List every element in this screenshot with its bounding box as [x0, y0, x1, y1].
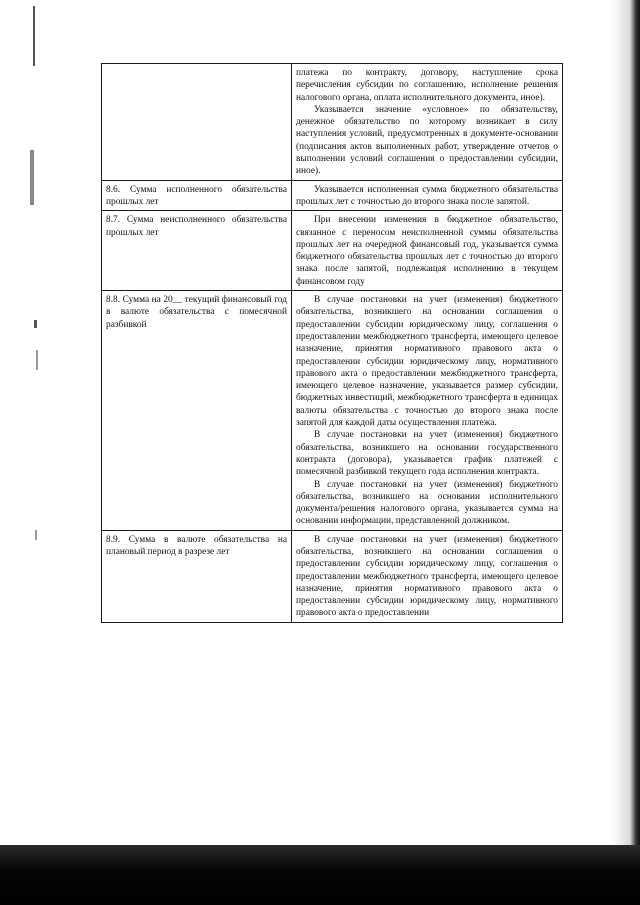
paragraph: Указывается значение «условное» по обязательству, денежное обязательство по которому возникает в силу наступления условий, предусмотренных в документе-основании (подписания актов выполненных работ, утверждение отчетов о выполнении условий соглашения о предоставлении субсидии, иное).	[296, 104, 558, 177]
row-label	[102, 64, 292, 181]
paragraph: В случае постановки на учет (изменения) бюджетного обязательства, возникшего на основании соглашения о предоставлении субсидии юридическому лицу, соглашения о предоставлении межбюджетного трансферта, имеющего целевое назначение, принятия нормативного правового акта о предоставлении субсидии юридическому лицу, нормативного правового акта о предоставлении	[296, 534, 558, 619]
scan-speck	[34, 320, 37, 328]
scan-bottom-edge	[0, 845, 640, 905]
row-description	[292, 291, 563, 531]
paragraph: Указывается исполненная сумма бюджетного обязательства прошлых лет с точностью до второго знака после запятой.	[296, 184, 558, 207]
table-row	[102, 291, 563, 531]
scan-speck	[33, 6, 35, 66]
row-label: 8.6. Сумма исполненного обязательства прошлых лет	[102, 180, 292, 211]
scan-speck	[30, 150, 34, 205]
scan-speck	[36, 350, 38, 370]
row-description	[292, 530, 563, 622]
table-row	[102, 530, 563, 622]
document-table	[101, 63, 563, 623]
paragraph: платежа по контракту, договору, наступление срока перечисления субсидии по соглашению, исполнение решения налогового органа, оплата исполнительного документа, иное).	[296, 68, 558, 103]
paragraph: В случае постановки на учет (изменения) бюджетного обязательства, возникшего на основании соглашения о предоставлении субсидии юридическому лицу, соглашения о предоставлении межбюджетного трансферта, имеющего целевое назначение, принятия нормативного правового акта о предоставлении субсидии юридическому лицу, нормативного правового акта о предоставлении межбюджетного трансферта, имеющего целевое назначение, указывается размер субсидии, бюджетных инвестиций, межбюджетного трансферта в единицах валюты обязательства с точностью до второго знака после запятой для каждой даты осуществления платежа.	[296, 295, 558, 429]
scan-right-edge	[610, 0, 640, 845]
row-label: 8.9. Сумма в валюте обязательства на плановый период в разрезе лет	[102, 530, 292, 622]
paragraph: В случае постановки на учет (изменения) бюджетного обязательства, возникшего на основании исполнительного документа/решения налогового органа, указывается сумма на основании информации, представленной должником.	[296, 479, 558, 527]
row-description	[292, 211, 563, 291]
scan-left-edge	[0, 0, 40, 905]
row-description	[292, 64, 563, 181]
paragraph: В случае постановки на учет (изменения) бюджетного обязательства, возникшего на основании государственного контракта (договора), указывается график платежей с помесячной разбивкой текущего года исполнения контракта.	[296, 430, 558, 478]
row-label: 8.8. Сумма на 20__ текущий финансовый год в валюте обязательства с помесячной разбивкой	[102, 291, 292, 531]
paragraph: При внесении изменения в бюджетное обязательство, связанное с переносом неисполненной суммы обязательства прошлых лет на очередной финансовый год, указывается сумма бюджетного обязательства прошлых лет с точностью до второго знака после запятой, подлежащая исполнению в текущем финансовом году	[296, 215, 558, 287]
row-label: 8.7. Сумма неисполненного обязательства прошлых лет	[102, 211, 292, 291]
scan-speck	[35, 530, 37, 540]
table-row	[102, 64, 563, 181]
row-description	[292, 180, 563, 211]
table-row	[102, 211, 563, 291]
table-row	[102, 180, 563, 211]
